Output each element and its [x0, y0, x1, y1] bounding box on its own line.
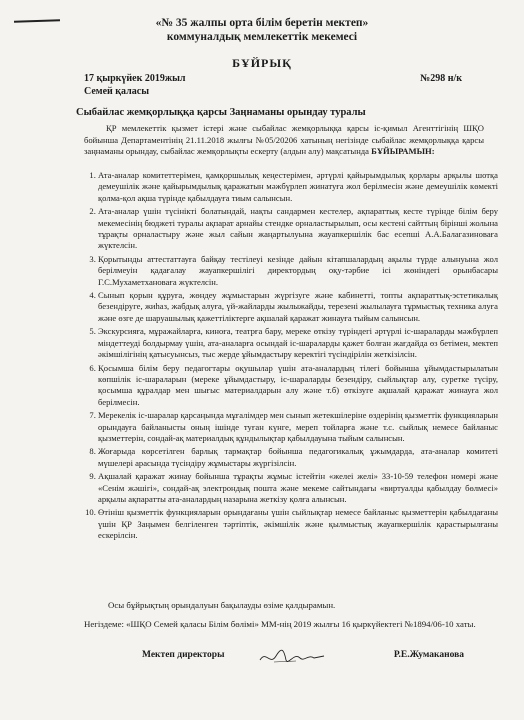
document-place: Семей қаласы	[84, 86, 149, 97]
document-number: №298 н/к	[420, 73, 462, 84]
order-item: 6. Қосымша білім беру педагогтары оқушылар үшін ата-аналардың тілегі бойынша ұйымдастырылатын көпшілік іс-шараларын (мереке ұйымдастыру, іс-шараларды безендіру, сыйлықтар алу, суретке түсіру, қосымша құралдар мен шығыс материалдарын алу және т.б) өткізуге ақшалай қаражат жинауға жол берілмесін.	[98, 363, 498, 409]
order-item: 3. Қорытынды аттестаттауға байқау тестілеуі кезінде дайын кітапшалардың ақылы түрде алынуына жол берілмеуін қадағалау жауапкершілігі директордың оқу-тәрбие ісі жөніндегі орынбасары Г.С.Мухаметхановаға жүктелсін.	[98, 254, 498, 288]
order-item: 8. Жоғарыда көрсетілген барлық тармақтар бойынша педагогикалық ұжымдарда, ата-аналар комитеті мүшелері арасында түсіндіру жұмыстары жүргізілсін.	[98, 446, 498, 469]
institution-name: «№ 35 жалпы орта білім беретін мектеп»	[155, 17, 369, 29]
intro-text: ҚР мемлекеттік қызмет істері және сыбайлас жемқорлыққа қарсы іс-қимыл Агенттігінің ШҚО бойынша Департаментінің 21.11.2018 жылғы №05/20206 хатының негізінде сыбайлас жемқорлыққа қарсы заңнаманы орындау, сыбайлас жемқорлықты ескерту (алдын алу) мақсатында	[84, 123, 484, 156]
document-date: 17 қыркүйек 2019жыл	[84, 73, 186, 84]
document-meta	[84, 72, 186, 98]
order-item: 4. Сынып қорын құруға, жөндеу жұмыстарын жүргізуге және кабинетті, топты ақпараттық-эстетикалық безендіруге, жиһаз, жабдық алуға, үй-жайларды жылыжайды, терезені жылылауға тұрмыстық техника алуға және өзге де шаруашылық қажеттіліктерге ақшалай қаражат жинауға тыйым салынсын.	[98, 290, 498, 324]
order-item: 1. Ата-аналар комитеттерімен, қамқоршылық кеңестерімен, әртүрлі қайырымдылық қорлары арқылы шотқа демеушілік және қайырымдылық қаражатын мәжбүрлеп жинатуға жол берілмесін және демеушілік көмекті қолма-қол ақша түрінде қабылдауға тиым салынсын.	[98, 170, 498, 204]
intro-emphasis: БҰЙЫРАМЫН:	[371, 146, 435, 156]
order-item: 10. Өтініш қызметтік функцияларын орындағаны үшін сыйлықтар немесе байланыс қызметтерін қабылдағаны үшін ҚР Заңымен белгіленген тәртіптік, әкімшілік және қылмыстық жауапкершілік қарастырылғаны ескерілсін.	[98, 507, 498, 541]
institution-type: коммуналдық мемлекеттік мекемесі	[166, 31, 358, 43]
document-subject: Сыбайлас жемқорлыққа қарсы Заңнаманы орындау туралы	[76, 107, 366, 118]
order-item: 2. Ата-аналар үшін түсінікті болатындай, нақты сандармен кестелер, ақпараттық кесте түрінде білім беру мекемесінің бюджеті туралы ақпарат арнайы стендке орналастырылып, осы кестені сайттың бірінші жолына тұрақты орналастыру және жыл сайын жаңартылуына жауапкершілік бас есепші А.А.Балагазиноваға жүктелсін.	[98, 206, 498, 252]
intro-paragraph	[84, 123, 484, 158]
order-item: 7. Мерекелік іс-шаралар қарсаңында мұғалімдер мен сынып жетекшілеріне өздерінің қызметтік функцияларын орындауға байланысты оның ішінде туған күнге, мереп тойларға және т.с. сыйлық немесе байланыс қызметтерін, сондай-ақ материалдық құндылықтар қабылдауына тыйым салынсын.	[98, 410, 498, 444]
document-title: БҰЙРЫҚ	[232, 56, 292, 70]
signer-title: Мектеп директоры	[142, 650, 225, 660]
basis-line: Негіздеме: «ШҚО Семей қаласы Білім бөлімі» ММ-нің 2019 жылғы 16 қыркүйектегі №1894/06-10 хаты.	[84, 619, 476, 629]
closing-line: Осы бұйрықтың орындалуын бақылауды өзіме қалдырамын.	[108, 600, 336, 610]
order-item: 5. Экскурсияға, мұражайларға, киноға, театрға бару, мереке өткізу түріндегі әртүрлі іс-шараларды мәжбүрлеп міндеттеуді болдырмау үшін, ата-аналарға осындай іс-шараларды қажет болған жағдайда өз бетімен, мектеп әкімшілігінің қатысуынсыз, тыс жерде ұйымдастыру керектігі түсіндірілін жеткізілсін.	[98, 326, 498, 360]
institution-header	[0, 16, 524, 44]
order-item: 9. Ақшалай қаражат жинау бойынша тұрақты жұмыс істейтін «желеі желі» 33-10-59 телефон нөмері және «Сенім жәшігі», сондай-ақ электрондық пошта және мекеме сайтындағы «виртуалды қабылдау бөлмесі» арқылы ақпаратты ата-аналардың назарына жеткізу қолға алынсын.	[98, 471, 498, 505]
order-items	[84, 170, 498, 544]
signer-name: Р.Е.Жумаканова	[393, 650, 464, 660]
signature-block	[84, 650, 484, 674]
handwritten-signature	[256, 646, 328, 668]
